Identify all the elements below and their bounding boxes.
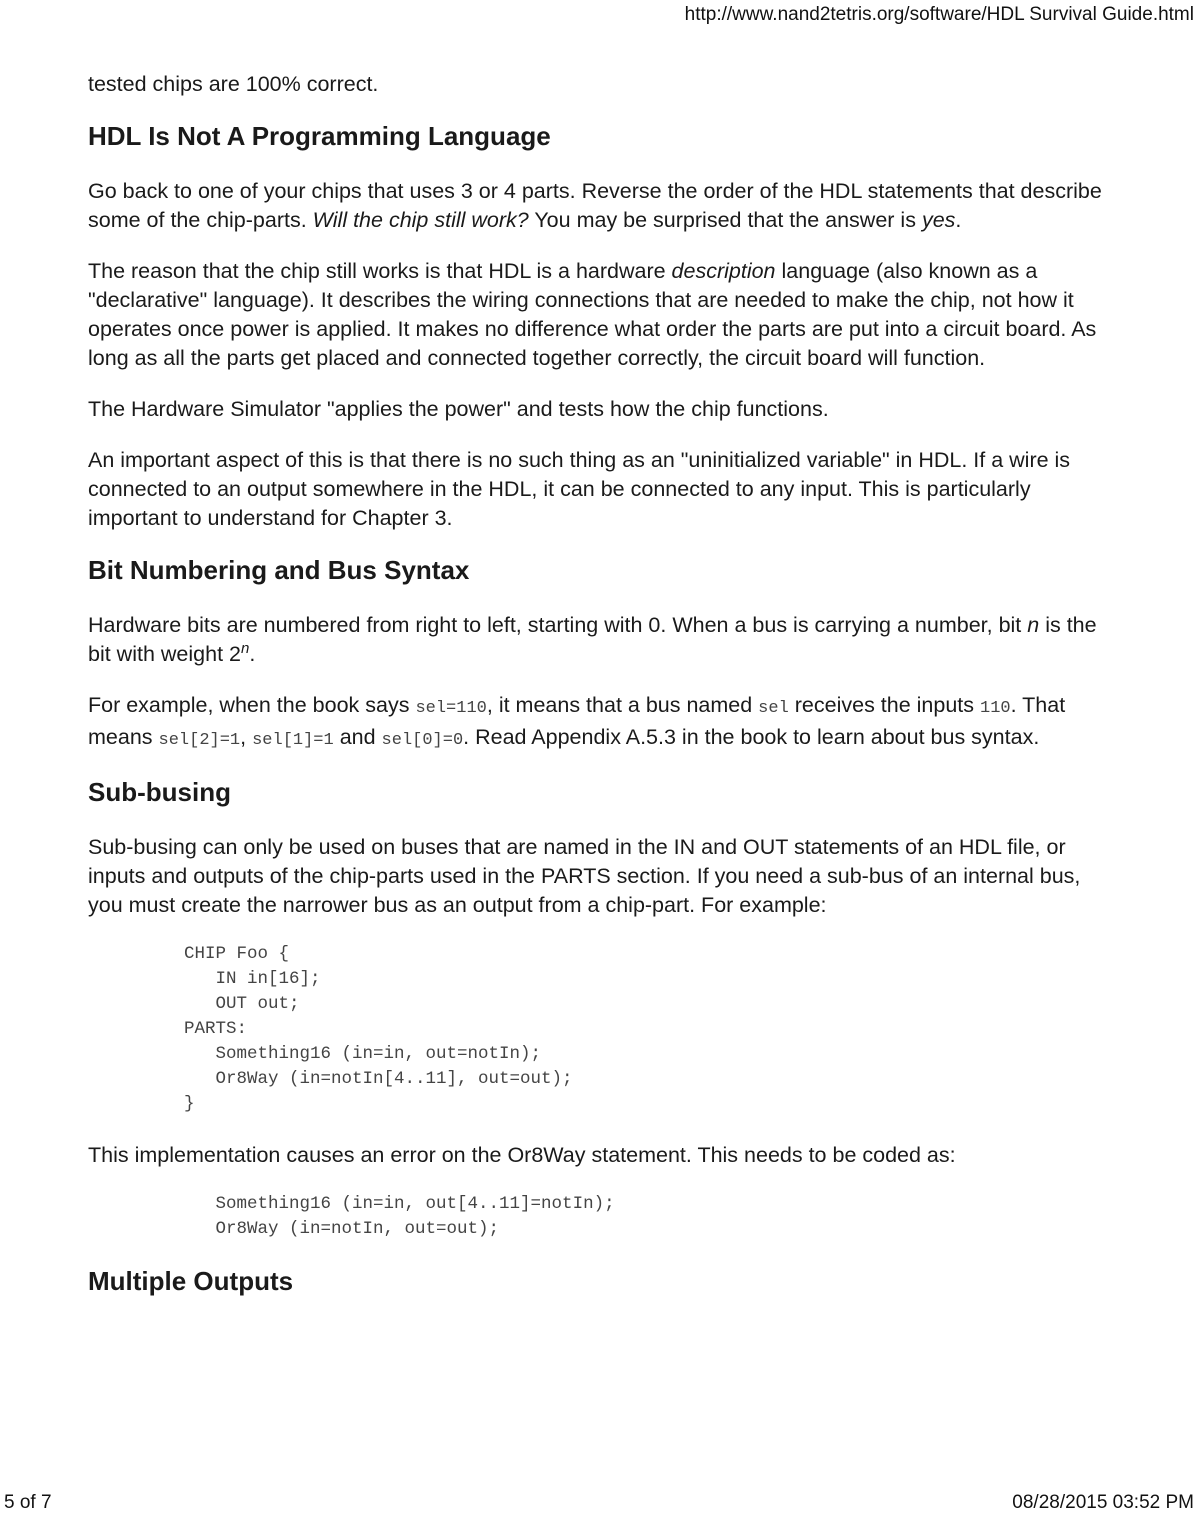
text: receives the inputs	[788, 693, 980, 717]
text: The reason that the chip still works is that HDL is a hardware	[88, 259, 672, 283]
text: .	[249, 642, 256, 666]
code-inline: sel[1]=1	[252, 731, 334, 750]
paragraph-uninitialized-variable: An important aspect of this is that there is no such thing as an "uninitialized variable" in HDL. If a wire is connected to an output somewhere in the HDL, it can be connected to any input. This is particularly important to understand for Chapter 3.	[88, 448, 1071, 530]
text: language (also known as a "declarative" language). It describes the wiring connections that are needed to make the chip, not how it operates once power is applied. It makes no difference what order the parts are put into a circuit board. As long as all the parts get placed and connected together correctly, the circuit board will function.	[88, 259, 1097, 370]
paragraph-reverse-order	[88, 177, 1112, 235]
text: For example, when the book says	[88, 693, 416, 717]
paragraph-sel-example	[88, 691, 1112, 755]
emphasis-n: n	[1027, 613, 1040, 637]
superscript-n-text: n	[240, 639, 250, 657]
text: is the bit with weight 2	[88, 613, 1097, 666]
text: . That means	[88, 693, 1066, 749]
text: Hardware bits are numbered from right to left, starting with 0. When a bus is carrying a number, bit	[88, 613, 1028, 637]
intro-paragraph: tested chips are 100% correct.	[88, 72, 379, 96]
code-inline: sel	[758, 699, 789, 718]
code-inline: sel=110	[415, 699, 487, 718]
emphasis-yes: yes	[921, 208, 956, 232]
code-inline: sel[2]=1	[158, 731, 241, 750]
code-inline: 110	[980, 699, 1011, 718]
text: Go back to one of your chips that uses 3 or 4 parts. Reverse the order of the HDL statements that describe some of the chip-parts.	[88, 179, 1102, 232]
page-url: http://www.nand2tetris.org/software/HDL Survival Guide.html	[684, 4, 1194, 25]
text: .	[955, 208, 962, 232]
paragraph-error-explanation: This implementation causes an error on the Or8Way statement. This needs to be coded as:	[88, 1143, 956, 1167]
document-body	[88, 70, 1112, 1322]
text: and	[333, 725, 382, 749]
emphasis-description: description	[671, 259, 776, 283]
page-number: 5 of 7	[4, 1492, 52, 1513]
print-datetime: 08/28/2015 03:52 PM	[1012, 1492, 1194, 1513]
emphasis-question: Will the chip still work?	[312, 208, 529, 232]
text: , it means that a bus named	[486, 693, 759, 717]
text: You may be surprised that the answer is	[528, 208, 922, 232]
code-inline: sel[0]=0	[381, 731, 464, 750]
text: . Read Appendix A.5.3 in the book to learn about bus syntax.	[463, 725, 1040, 749]
paragraph-bit-order	[88, 611, 1112, 669]
heading-sub-busing: Sub-busing	[88, 777, 231, 807]
heading-bit-numbering: Bit Numbering and Bus Syntax	[88, 555, 470, 585]
paragraph-simulator-power: The Hardware Simulator "applies the power" and tests how the chip functions.	[88, 397, 829, 421]
paragraph-description-language	[88, 257, 1112, 373]
code-block-chip-foo: CHIP Foo { IN in[16]; OUT out; PARTS: Something16 (in=in, out=notIn); Or8Way (in=notIn[4..11], out=out); }	[184, 944, 573, 1114]
code-block-corrected: Something16 (in=in, out[4..11]=notIn); Or8Way (in=notIn, out=out);	[215, 1194, 615, 1239]
heading-hdl-not-programming-language: HDL Is Not A Programming Language	[88, 121, 551, 151]
paragraph-sub-busing-rules: Sub-busing can only be used on buses that are named in the IN and OUT statements of an HDL file, or inputs and outputs of the chip-parts used in the PARTS section. If you need a sub-bus of an internal bus, you must create the narrower bus as an output from a chip-part. For example:	[88, 835, 1081, 917]
heading-multiple-outputs: Multiple Outputs	[88, 1266, 294, 1296]
text: ,	[240, 725, 253, 749]
